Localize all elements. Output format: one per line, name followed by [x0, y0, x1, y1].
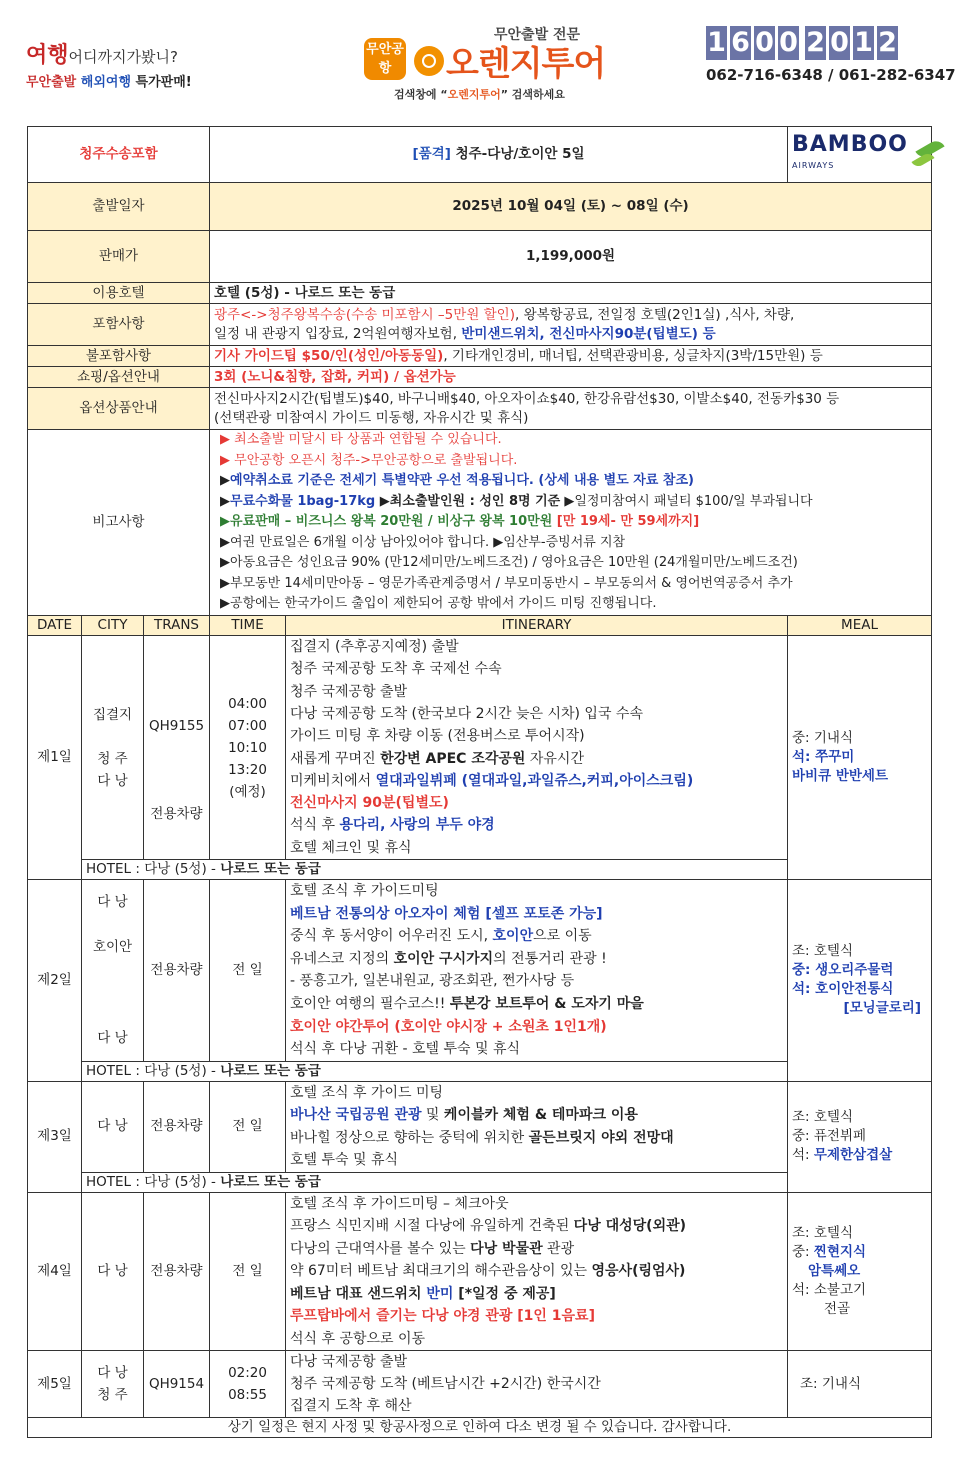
day1-it-5: 가이드 미팅 후 차량 이동 (전용버스로 투어시작): [290, 728, 585, 745]
phone-digit: 0: [830, 27, 849, 58]
day4-meal: [788, 1192, 932, 1351]
day2-hotel: [82, 1061, 788, 1081]
options-label: 옵션상품안내: [28, 388, 210, 430]
day5-city: [82, 1351, 144, 1418]
day5-row: [28, 1351, 932, 1418]
price-value: 1,199,000원: [210, 231, 932, 283]
tour-title: [210, 127, 788, 183]
day2-it-3b: 호이안: [492, 928, 534, 945]
day4-meal-3: 암특쎄오: [808, 1263, 861, 1279]
day1-time-3: 10:10: [228, 739, 267, 756]
slogan-big: 여행: [26, 42, 69, 68]
airport-badge: 무안공항: [364, 38, 406, 80]
day1-vehicle: 전용차량: [150, 805, 203, 822]
day1-hotel: [82, 860, 788, 880]
phone-block[interactable]: [706, 26, 956, 84]
options-row: [28, 388, 932, 430]
day3-meal-2: 중: 퓨전뷔페: [792, 1128, 867, 1145]
remark-5a: ▶유료판매 – 비즈니스 왕복 20만원 / 비상구 왕복 10만원: [220, 514, 553, 530]
phone-digit: 2: [878, 27, 897, 58]
day2-row: [28, 880, 932, 1062]
remark-4d: ▶일정미참여시 패널티 $100/일 부과됩니다: [560, 493, 813, 509]
day1-it-6a: 새롭게 꾸며진: [290, 750, 381, 767]
remarks-value: [210, 430, 932, 616]
day4-it-2b: 다낭 대성당(외관): [573, 1218, 687, 1235]
remark-4b: 무료수화물 1bag-17kg: [230, 493, 376, 509]
day2-it-3a: 중식 후 동서양이 어우러진 도시,: [290, 928, 493, 945]
day2-it-6a: 호이안 여행의 필수코스!!: [290, 995, 450, 1012]
day5-label: 제5일: [28, 1351, 82, 1418]
day4-label: 제4일: [28, 1192, 82, 1351]
day5-city-1: 다 낭: [97, 1365, 128, 1382]
footer-note: 상기 일정은 현지 사정 및 항공사정으로 인하여 다소 변경 될 수 있습니다. 감사합니다.: [28, 1418, 932, 1438]
col-time: TIME: [210, 616, 286, 636]
departure-label: 출발일자: [28, 183, 210, 231]
options-1: 전신마사지2시간(팁별도)$40, 바구니배$40, 아오자이쇼$40, 한강유람선$30, 이발소$40, 전동카$30 등: [214, 390, 840, 407]
day1-time: [210, 636, 286, 860]
included-2b: 반미샌드위치, 전신마사지90분(팁별도) 등: [461, 325, 716, 342]
day1-it-4: 다낭 국제공항 도착 (한국보다 2시간 늦은 시차) 입국 수속: [290, 705, 643, 722]
day4-meal-5: 전골: [824, 1301, 851, 1317]
shopping-row: [28, 367, 932, 388]
day1-it-7b: 열대과일뷔페 (열대과일,과일쥬스,커피,아이스크림): [375, 772, 694, 789]
day1-meal-1: 중: 기내식: [792, 730, 854, 746]
remark-3b: 예약취소료 기준은 전세기 특별약관 우선 적용됩니다. (상세 내용 별도 자료 참조): [230, 473, 694, 489]
col-trans: TRANS: [144, 616, 210, 636]
day2-hotel-a: HOTEL : 다낭 (5성) -: [86, 1062, 221, 1079]
day1-time-4: 13:20: [228, 761, 267, 778]
day5-time-1: 02:20: [228, 1365, 267, 1382]
phone-digit: 1: [854, 27, 873, 58]
day3-vehicle: 전용차량: [144, 1081, 210, 1172]
day4-row: [28, 1192, 932, 1351]
remark-8: ▶부모동반 14세미만아동 – 영문가족관계증명서 / 부모미동반시 – 부모동의서 & 영어번역공증서 추가: [220, 575, 793, 591]
remark-4a: ▶: [220, 493, 231, 509]
day2-itinerary: [286, 880, 788, 1062]
day3-meal-3b: 무제한삼겹살: [813, 1147, 893, 1164]
day2-meal-2: 중: 생오리주물럭: [792, 962, 894, 979]
day1-it-6b: 한강변 APEC 조각공원: [380, 750, 526, 767]
day2-meal-4: [모닝글로리]: [843, 1000, 922, 1017]
day3-meal: [788, 1081, 932, 1192]
day4-it-1: 호텔 조식 후 가이드미팅 – 체크아웃: [290, 1195, 509, 1212]
day1-time-5: (예정): [229, 783, 266, 800]
included-row: [28, 304, 932, 346]
shopping-label: 쇼핑/옵션안내: [28, 367, 210, 388]
phone-digit: 1: [707, 27, 726, 58]
day3-label: 제3일: [28, 1081, 82, 1192]
page-header: [0, 0, 956, 120]
day4-it-3b: 다낭 박물관: [470, 1240, 543, 1257]
day3-time: 전 일: [210, 1081, 286, 1172]
departure-value: 2025년 10월 04일 (토) ~ 08일 (수): [210, 183, 932, 231]
day2-it-4a: 유네스코 지정의: [290, 950, 394, 967]
day5-city-2: 청 주: [97, 1387, 128, 1404]
day2-it-3c: 으로 이동: [533, 928, 592, 945]
phone-digits: [706, 26, 956, 60]
logo-search-hint: [394, 86, 565, 102]
departure-row: [28, 183, 932, 231]
title-bracket: [품격]: [412, 146, 451, 162]
day2-it-5: - 풍흥고가, 일본내원교, 광조회관, 쩐가사당 등: [290, 973, 575, 990]
phone-digit: 6: [731, 27, 750, 58]
hotel-label: 이용호텔: [28, 283, 210, 304]
day2-vehicle: 전용차량: [144, 880, 210, 1062]
day1-hotel-a: HOTEL : 다낭 (5성) -: [86, 861, 221, 877]
orange-icon: [414, 46, 444, 76]
day4-meal-2b: 찐현지식: [813, 1244, 867, 1260]
remark-5b: [만 19세- 만 59세까지]: [552, 514, 700, 530]
included-label: 포함사항: [28, 304, 210, 346]
day5-time: [210, 1351, 286, 1418]
search-b: ” 검색하세요: [500, 88, 565, 101]
col-city: CITY: [82, 616, 144, 636]
transfer-badge: 청주수송포함: [28, 127, 210, 183]
day1-meal-2: 석: 쭈꾸미: [792, 749, 855, 765]
excluded-tip: 기사 가이드팁 $50/인(성인/아동동일): [214, 347, 444, 364]
day2-time: 전 일: [210, 880, 286, 1062]
day2-it-7: 호이안 야간투어 (호이안 야시장 + 소원초 1인1개): [290, 1018, 607, 1035]
day1-city-1: 집결지: [92, 706, 133, 723]
day4-it-4a: 약 67미터 베트남 최대크기의 해수관음상이 있는: [290, 1263, 592, 1280]
airline-name: BAMBOO: [792, 132, 908, 157]
col-date: DATE: [28, 616, 82, 636]
day5-it-1: 다낭 국제공항 출발: [290, 1354, 408, 1371]
day1-trans: [144, 636, 210, 860]
day4-it-5b: 반미: [426, 1285, 454, 1302]
logo-sub: 무안출발 전문: [494, 27, 581, 43]
options-2: (선택관광 미참여시 가이드 미동행, 자유시간 및 휴식): [214, 409, 529, 426]
day3-meal-1: 조: 호텔식: [792, 1109, 854, 1126]
day2-meal-1: 조: 호텔식: [792, 943, 854, 960]
day4-it-3a: 다낭의 근대역사를 볼수 있는: [290, 1240, 471, 1257]
day4-time: 전 일: [210, 1192, 286, 1351]
title-row: [28, 127, 932, 183]
search-keyword: 오렌지투어: [447, 88, 501, 101]
day2-city-3: 다 낭: [97, 1029, 128, 1046]
day4-meal-4: 석: 소불고기: [792, 1282, 867, 1298]
remark-1: ▶ 최소출발 미달시 타 상품과 연합될 수 있습니다.: [220, 432, 502, 448]
day1-flight: QH9155: [148, 717, 205, 734]
excluded-row: [28, 346, 932, 367]
day3-itinerary: [286, 1081, 788, 1172]
day1-meal-3: 바비큐 반반세트: [792, 768, 889, 784]
day1-label: 제1일: [28, 636, 82, 880]
excluded-value: [210, 346, 932, 367]
day3-hotel: [82, 1172, 788, 1192]
day1-time-1: 04:00: [228, 695, 267, 712]
day2-city-1: 다 낭: [97, 894, 128, 911]
day3-row: [28, 1081, 932, 1172]
day1-it-2: 청주 국제공항 도착 후 국제선 수속: [290, 661, 502, 678]
day1-it-9a: 석식 후: [290, 817, 340, 834]
day1-it-7a: 미케비치에서: [290, 772, 376, 789]
day2-it-4b: 호이안 구시가지: [393, 950, 494, 967]
excluded-label: 불포함사항: [28, 346, 210, 367]
day4-itinerary: [286, 1192, 788, 1351]
phone-digit: 2: [806, 27, 825, 58]
hotel-row: [28, 283, 932, 304]
day5-time-2: 08:55: [228, 1387, 267, 1404]
day1-itinerary: [286, 636, 788, 860]
phone-local: 062-716-6348 / 061-282-6347: [706, 66, 956, 84]
day5-it-3: 집결지 도착 후 해산: [290, 1398, 412, 1415]
remark-9: ▶공항에는 한국가이드 출입이 제한되어 공항 밖에서 가이드 미팅 진행됩니다.: [220, 596, 657, 612]
included-value: [210, 304, 932, 346]
remark-6: ▶여권 만료일은 6개월 이상 남아있어야 합니다. ▶임산부-증빙서류 지참: [220, 534, 626, 550]
price-label: 판매가: [28, 231, 210, 283]
remarks-row: [28, 430, 932, 616]
remark-7: ▶아동요금은 성인요금 90% (만12세미만/노베드조건) / 영아요금은 10만원 (24개월미만/노베드조건): [220, 555, 798, 571]
footer-row: [28, 1418, 932, 1438]
day2-it-6b: 투본강 보트투어 & 도자기 마을: [449, 995, 644, 1012]
day3-it-4: 호텔 투숙 및 휴식: [290, 1152, 399, 1169]
phone-digit: 0: [755, 27, 774, 58]
day3-hotel-a: HOTEL : 다낭 (5성) -: [86, 1173, 221, 1190]
included-transfer: 광주<->청주왕복수송(수송 미포함시 –5만원 할인): [214, 306, 515, 323]
day2-city-2: 호이안: [92, 939, 133, 956]
day2-it-8: 석식 후 다낭 귀환 - 호텔 투숙 및 휴식: [290, 1041, 521, 1058]
included-2a: 일정 내 관광지 입장료, 2억원여행자보험,: [214, 325, 462, 342]
day3-meal-3a: 석:: [792, 1147, 814, 1164]
day2-label: 제2일: [28, 880, 82, 1082]
day5-itinerary: [286, 1351, 788, 1418]
day3-it-3b: 골든브릿지 야외 전망대: [528, 1129, 674, 1146]
day1-hotel-b: 나로드 또는 동급: [220, 861, 321, 877]
day2-city: [82, 880, 144, 1062]
slogan-c: 특가판매!: [135, 75, 192, 90]
day1-city: [82, 636, 144, 860]
remark-3a: ▶: [220, 473, 231, 489]
airline-logo: [788, 127, 932, 183]
hotel-value: 호텔 (5성) - 나로드 또는 동급: [210, 283, 932, 304]
day5-meal: 조: 기내식: [788, 1351, 932, 1418]
day3-it-2c: 케이블카 체험 & 테마파크 이용: [443, 1107, 638, 1124]
slogan-a: 무안출발: [26, 75, 77, 90]
day4-city: 다 낭: [82, 1192, 144, 1351]
airline-sub: AIRWAYS: [792, 161, 835, 170]
company-logo[interactable]: [364, 24, 614, 104]
day3-it-1: 호텔 조식 후 가이드 미팅: [290, 1084, 444, 1101]
options-value: [210, 388, 932, 430]
day4-it-4b: 영응사(링엄사): [591, 1263, 686, 1280]
day1-it-1: 집결지 (추후공지예정) 출발: [290, 639, 459, 656]
day4-it-7: 석식 후 공항으로 이동: [290, 1330, 426, 1347]
day1-it-3: 청주 국제공항 출발: [290, 683, 408, 700]
excluded-b: , 기타개인경비, 매너팁, 선택관광비용, 싱글차지(3박/15만원) 등: [443, 347, 823, 364]
shopping-value: 3회 (노니&침향, 잡화, 커피) / 옵션가능: [210, 367, 932, 388]
day2-it-2: 베트남 전통의상 아오자이 체험 [셀프 포토존 가능]: [290, 905, 603, 922]
day4-it-6: 루프탑바에서 즐기는 다낭 야경 관광 [1인 1음료]: [290, 1308, 595, 1325]
day1-city-2: 청 주: [97, 750, 128, 767]
day1-time-2: 07:00: [228, 717, 267, 734]
day3-hotel-b: 나로드 또는 동급: [220, 1173, 321, 1190]
remarks-label: 비고사항: [28, 430, 210, 616]
day1-city-3: 다 낭: [97, 772, 128, 789]
day2-meal-3: 석: 호이안전통식: [792, 981, 894, 998]
tour-table: [27, 126, 932, 1438]
remark-2: ▶ 무안공항 오픈시 청주->무안공항으로 출발됩니다.: [220, 452, 518, 468]
slogan-b: 해외여행: [80, 75, 131, 90]
slogan-line1: 어디까지가봤니?: [68, 48, 178, 66]
day1-row: [28, 636, 932, 860]
day3-it-3a: 바나힐 정상으로 향하는 중턱에 위치한: [290, 1129, 529, 1146]
day1-it-10: 호텔 체크인 및 휴식: [290, 839, 412, 856]
day3-it-2a: 바나산 국립공원 관광: [290, 1107, 422, 1124]
day4-it-5a: 베트남 대표 샌드위치: [290, 1285, 427, 1302]
day2-it-1: 호텔 조식 후 가이드미팅: [290, 883, 439, 899]
day1-it-9b: 용다리, 사랑의 부두 야경: [339, 817, 495, 834]
day2-meal: [788, 880, 932, 1082]
day3-city: 다 낭: [82, 1081, 144, 1172]
bamboo-leaf-icon: [910, 140, 927, 170]
slogan: [26, 38, 192, 90]
day4-meal-2a: 중:: [792, 1244, 814, 1260]
day5-flight: QH9154: [144, 1351, 210, 1418]
day4-it-5c: [*일정 중 제공]: [453, 1285, 556, 1302]
day4-vehicle: 전용차량: [144, 1192, 210, 1351]
day4-it-3c: 관광: [542, 1240, 575, 1257]
logo-name: 오렌지투어: [446, 44, 606, 84]
phone-digit: 0: [779, 27, 798, 58]
day1-meal: [788, 636, 932, 880]
search-a: 검색창에 “: [394, 88, 448, 101]
day4-meal-1: 조: 호텔식: [792, 1225, 854, 1241]
day1-it-6c: 자유시간: [525, 750, 584, 767]
day3-it-2b: 및: [421, 1107, 444, 1124]
day5-it-2: 청주 국제공항 도착 (베트남시간 +2시간) 한국시간: [290, 1376, 601, 1393]
day4-it-2a: 프랑스 식민지배 시절 다낭에 유일하게 건축된: [290, 1218, 574, 1235]
price-row: [28, 231, 932, 283]
day2-it-4c: 의 전통거리 관광 !: [493, 950, 607, 967]
included-1b: , 왕복항공료, 전일정 호텔(2인1실) ,식사, 차량,: [515, 306, 795, 323]
col-itinerary: ITINERARY: [286, 616, 788, 636]
day1-it-8: 전신마사지 90분(팁별도): [290, 795, 449, 812]
column-header-row: [28, 616, 932, 636]
title-text: 청주-다낭/호이안 5일: [455, 146, 585, 162]
day2-hotel-b: 나로드 또는 동급: [220, 1062, 321, 1079]
remark-4c: ▶최소출발인원 : 성인 8명 기준: [375, 493, 561, 509]
col-meal: MEAL: [788, 616, 932, 636]
